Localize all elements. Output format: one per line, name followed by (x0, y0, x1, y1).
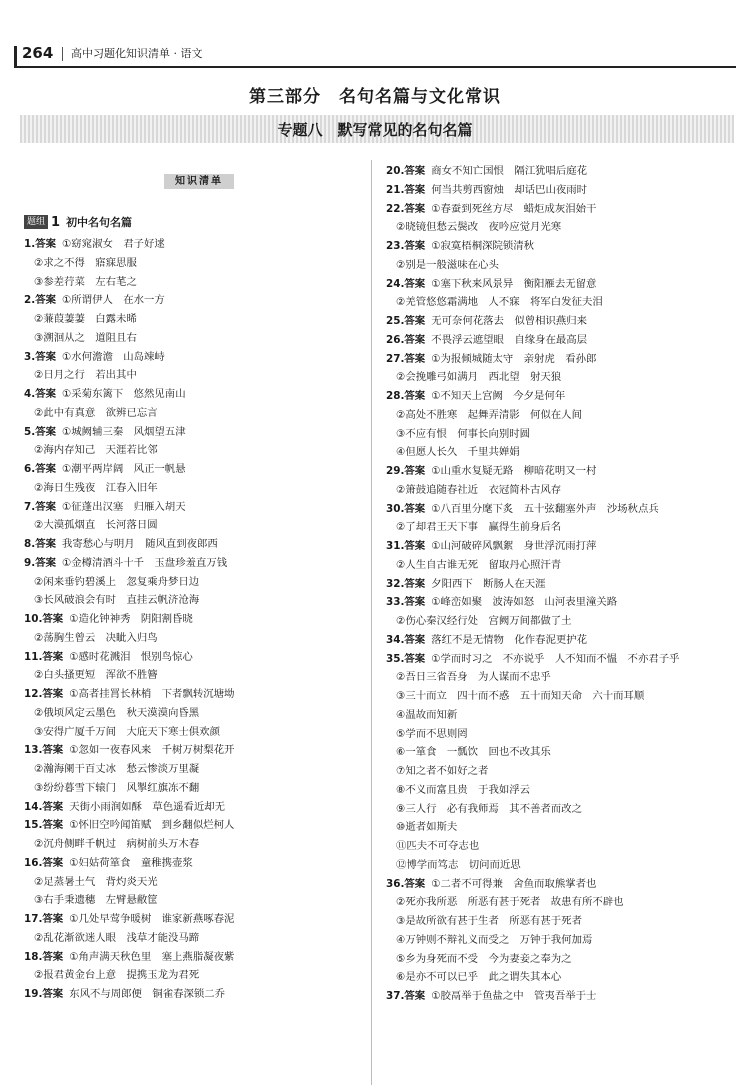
answer-line (24, 235, 364, 254)
answer-line (24, 985, 364, 1004)
item-number: 25. (386, 315, 405, 327)
answer-tag: 答案 (404, 183, 426, 196)
answer-line (386, 987, 738, 1006)
answer-text: ①妇姑荷箪食 童稚携壶浆 (69, 856, 193, 869)
answer-line (386, 818, 738, 837)
answer-text: ①感时花溅泪 恨别鸟惊心 (69, 650, 193, 663)
answer-tag: 答案 (42, 913, 64, 925)
answer-text: ③长风破浪会有时 直挂云帆济沧海 (34, 594, 200, 607)
answer-line (24, 816, 364, 835)
item-number: 17. (24, 913, 43, 925)
answer-line (386, 800, 738, 819)
answer-text: ①寂寞梧桐深院锁清秋 (431, 240, 535, 252)
answer-line (386, 162, 738, 181)
answer-line (386, 631, 738, 650)
answer-line (386, 743, 738, 762)
answer-text: ③不应有恨 何事长向别时圆 (396, 427, 531, 440)
answer-text: ①窈窕淑女 君子好逑 (61, 238, 165, 250)
header-bar (14, 46, 17, 66)
answer-line (24, 385, 364, 404)
answer-line (386, 368, 738, 387)
answer-line (386, 950, 738, 969)
item-number: 6. (24, 463, 36, 475)
item-number: 16. (24, 856, 43, 869)
answer-line (24, 835, 364, 854)
item-number: 13. (24, 744, 43, 757)
answer-text: 何当共剪西窗烛 却话巴山夜雨时 (431, 183, 588, 196)
answer-line (24, 723, 364, 742)
answer-line (386, 725, 738, 744)
answer-tag: 答案 (42, 800, 64, 813)
answer-text: ①城阙辅三秦 风烟望五津 (61, 425, 186, 438)
answer-text: ⑦知之者不如好之者 (396, 765, 489, 777)
answer-tag: 答案 (404, 165, 426, 177)
item-number: 3. (24, 350, 36, 363)
column-divider (371, 160, 372, 1085)
answer-text: ⑤乡为身死而不受 今为妻妾之奉为之 (396, 952, 572, 965)
answer-tag: 答案 (404, 333, 426, 346)
item-number: 15. (24, 819, 43, 832)
answer-line (24, 291, 364, 310)
answer-line (24, 273, 364, 292)
answer-text: ②会挽雕弓如满月 西北望 射天狼 (396, 371, 562, 384)
item-number: 14. (24, 800, 43, 813)
answer-line (24, 310, 364, 329)
answer-line (386, 443, 738, 462)
answer-tag: 答案 (42, 819, 64, 832)
answer-line (386, 968, 738, 987)
answer-text: 无可奈何花落去 似曾相识燕归来 (431, 315, 588, 327)
answer-line (386, 181, 738, 200)
answer-text: ①角声满天秋色里 塞上燕脂凝夜紫 (69, 950, 235, 963)
item-number: 26. (386, 333, 405, 346)
item-number: 24. (386, 277, 405, 290)
answer-text: ②俄顷风定云墨色 秋天漠漠向昏黑 (34, 706, 200, 719)
item-number: 11. (24, 650, 43, 663)
answer-line (386, 687, 738, 706)
answer-text: ②海日生残夜 江春入旧年 (34, 481, 158, 494)
answer-line (24, 348, 364, 367)
answer-text: ②伤心秦汉经行处 宫阙万间都做了土 (396, 615, 572, 627)
item-number: 30. (386, 502, 405, 515)
answer-text: ①峰峦如聚 波涛如怒 山河表里潼关路 (431, 596, 618, 609)
answer-text: ②海内存知己 天涯若比邻 (34, 444, 158, 457)
answer-text: ②乱花渐欲迷人眼 浅草才能没马蹄 (34, 931, 200, 944)
item-number: 35. (386, 652, 405, 665)
answer-text: ①为报倾城随太守 亲射虎 看孙郎 (431, 352, 597, 365)
answer-tag: 答案 (404, 240, 426, 252)
answer-line (386, 350, 738, 369)
answer-tag: 答案 (35, 388, 56, 400)
answer-tag: 答案 (404, 577, 426, 590)
answer-text: ②报君黄金台上意 提携玉龙为君死 (34, 969, 200, 982)
answer-tag: 答案 (42, 744, 64, 757)
answer-line (386, 481, 738, 500)
answer-text: ①金樽清酒斗十千 玉盘珍羞直万钱 (61, 556, 228, 569)
answer-line (24, 741, 364, 760)
answer-text: ⑫博学而笃志 切问而近思 (396, 858, 521, 871)
answer-tag: 答案 (35, 294, 56, 307)
answer-text: ①高者挂罥长林梢 下者飘转沉塘坳 (69, 688, 235, 700)
item-number: 22. (386, 202, 405, 215)
answer-line (386, 556, 738, 575)
group-name: 初中名句名篇 (66, 216, 133, 229)
answer-line (386, 518, 738, 537)
answer-line (24, 685, 364, 704)
knowledge-label: 知识清单 (164, 174, 234, 189)
item-number: 1. (24, 238, 36, 250)
answer-line (24, 610, 364, 629)
answer-text: ⑤学而不思则罔 (396, 727, 468, 740)
answer-line (24, 666, 364, 685)
answer-text: ②足蒸暑土气 背灼炎天光 (34, 875, 158, 888)
answer-line (386, 706, 738, 725)
group-number: 1 (51, 214, 61, 230)
answer-line (24, 798, 364, 817)
answer-line (386, 650, 738, 669)
answer-text: ②高处不胜寒 起舞弄清影 何似在人间 (396, 408, 582, 421)
item-number: 8. (24, 538, 36, 550)
answer-text: ②吾日三省吾身 为人谋而不忠乎 (396, 671, 551, 684)
answer-text: ②人生自古谁无死 留取丹心照汗青 (396, 558, 562, 571)
item-number: 20. (386, 165, 405, 177)
answer-tag: 答案 (35, 556, 56, 569)
answer-line (24, 929, 364, 948)
answer-line (386, 575, 738, 594)
answer-text: ②日月之行 若出其中 (34, 369, 137, 382)
answer-text: ③溯洄从之 道阻且右 (34, 331, 137, 344)
item-number: 2. (24, 294, 36, 307)
answer-text: ②了却君王天下事 赢得生前身后名 (396, 521, 562, 534)
item-number: 23. (386, 240, 405, 252)
answer-text: ①潮平两岸阔 风正一帆悬 (61, 463, 186, 475)
answer-line (24, 873, 364, 892)
answer-line (24, 554, 364, 573)
answer-line (24, 760, 364, 779)
answer-text: ②羌管悠悠霜满地 人不寐 将军白发征夫泪 (396, 296, 603, 309)
item-number: 7. (24, 500, 36, 513)
answer-tag: 答案 (42, 613, 64, 625)
answer-text: ①山重水复疑无路 柳暗花明又一村 (431, 465, 597, 477)
answer-tag: 答案 (404, 202, 426, 215)
answer-line (24, 648, 364, 667)
book-title: 高中习题化知识清单 · 语文 (62, 47, 203, 61)
answer-text: ④万钟则不辩礼义而受之 万钟于我何加焉 (396, 933, 593, 946)
answer-text: 商女不知亡国恨 隔江犹唱后庭花 (431, 165, 588, 177)
answer-tag: 答案 (35, 238, 56, 250)
answer-text: ①水何澹澹 山岛竦峙 (61, 350, 165, 363)
answer-text: ②沉舟侧畔千帆过 病树前头万木春 (34, 838, 200, 850)
item-number: 10. (24, 613, 43, 625)
answer-text: ①胶鬲举于鱼盐之中 管夷吾举于士 (431, 990, 597, 1002)
item-number: 31. (386, 540, 405, 552)
answer-text: ②大漠孤烟直 长河落日圆 (34, 519, 158, 532)
answer-line (386, 893, 738, 912)
item-number: 32. (386, 577, 405, 590)
answer-tag: 答案 (42, 988, 64, 1000)
answer-text: ①征蓬出汉塞 归雁入胡天 (61, 500, 186, 513)
answer-text: ②瀚海阑干百丈冰 愁云惨淡万里凝 (34, 763, 200, 775)
answer-line (386, 237, 738, 256)
answer-line (386, 387, 738, 406)
answer-text: ②死亦我所恶 所恶有甚于死者 故患有所不辟也 (396, 896, 624, 909)
answer-tag: 答案 (42, 650, 64, 663)
answer-line (386, 312, 738, 331)
answer-line (24, 704, 364, 723)
right-column (386, 162, 738, 1006)
answer-text: ④温故而知新 (396, 708, 458, 721)
answer-text: ③纷纷暮雪下辕门 风掣红旗冻不翻 (34, 781, 200, 794)
answer-tag: 答案 (404, 352, 426, 365)
item-number: 4. (24, 388, 36, 400)
answer-text: ②求之不得 寤寐思服 (34, 256, 137, 269)
answer-text: ①山河破碎风飘絮 身世浮沉雨打萍 (431, 540, 597, 552)
item-number: 37. (386, 990, 405, 1002)
answer-line (24, 966, 364, 985)
answer-tag: 答案 (404, 652, 426, 665)
answer-line (386, 256, 738, 275)
answer-text: ①不知天上宫阙 今夕是何年 (431, 390, 566, 402)
answer-line (24, 329, 364, 348)
answer-tag: 答案 (404, 502, 426, 515)
answer-line (24, 479, 364, 498)
answer-line (24, 573, 364, 592)
item-number: 21. (386, 183, 405, 196)
answer-text: ③右手秉遗穗 左臂悬敝筐 (34, 894, 158, 907)
answer-line (386, 593, 738, 612)
answer-text: ③参差荇菜 左右芼之 (34, 275, 137, 288)
answer-text: ②闲来垂钓碧溪上 忽复乘舟梦日边 (34, 575, 200, 588)
answer-line (386, 425, 738, 444)
answer-line (386, 462, 738, 481)
answer-tag: 答案 (404, 540, 426, 552)
left-column (24, 235, 364, 1004)
answer-tag: 答案 (404, 390, 426, 402)
answer-text: ①八百里分麾下炙 五十弦翻塞外声 沙场秋点兵 (431, 502, 659, 515)
answer-text: ①学而时习之 不亦说乎 人不知而不愠 不亦君子乎 (431, 652, 680, 665)
answer-text: ⑪匹夫不可夺志也 (396, 840, 480, 852)
answer-line (386, 537, 738, 556)
answer-line (386, 406, 738, 425)
answer-tag: 答案 (35, 500, 56, 513)
answer-text: ②荡胸生曾云 决眦入归鸟 (34, 631, 158, 644)
item-number: 5. (24, 425, 36, 438)
answer-line (386, 837, 738, 856)
group-badge: 题组 (24, 215, 48, 229)
answer-tag: 答案 (404, 596, 426, 609)
answer-line (24, 441, 364, 460)
answer-text: ③是故所欲有甚于生者 所恶有甚于死者 (396, 915, 582, 927)
answer-text: ①二者不可得兼 舍鱼而取熊掌者也 (431, 877, 597, 890)
item-number: 12. (24, 688, 43, 700)
answer-line (386, 218, 738, 237)
item-number: 9. (24, 556, 36, 569)
answer-line (386, 762, 738, 781)
answer-text: ⑧不义而富且贵 于我如浮云 (396, 783, 531, 796)
answer-line (386, 331, 738, 350)
answer-line (386, 275, 738, 294)
item-number: 28. (386, 390, 405, 402)
answer-line (386, 200, 738, 219)
answer-tag: 答案 (404, 633, 426, 646)
page-header (14, 40, 736, 68)
item-number: 33. (386, 596, 405, 609)
answer-text: 不畏浮云遮望眼 自缘身在最高层 (431, 333, 588, 346)
answer-text: ①塞下秋来风景异 衡阳雁去无留意 (431, 277, 597, 290)
answer-line (386, 781, 738, 800)
item-number: 34. (386, 633, 405, 646)
answer-text: ④但愿人长久 千里共婵娟 (396, 446, 520, 459)
answer-line (386, 856, 738, 875)
answer-tag: 答案 (35, 425, 56, 438)
answer-tag: 答案 (404, 990, 426, 1002)
answer-text: ②箫鼓追随春社近 衣冠简朴古风存 (396, 483, 562, 496)
answer-line (386, 500, 738, 519)
answer-line (24, 948, 364, 967)
answer-tag: 答案 (35, 538, 56, 550)
answer-line (24, 779, 364, 798)
answer-line (24, 366, 364, 385)
answer-tag: 答案 (35, 350, 56, 363)
answer-line (24, 404, 364, 423)
page-number: 264 (22, 44, 54, 62)
answer-line (24, 535, 364, 554)
answer-line (24, 910, 364, 929)
answer-text: ①造化钟神秀 阴阳割昏晓 (69, 613, 193, 625)
answer-tag: 答案 (35, 463, 56, 475)
answer-text: 夕阳西下 断肠人在天涯 (431, 577, 546, 590)
answer-line (24, 629, 364, 648)
answer-tag: 答案 (42, 856, 64, 869)
answer-line (24, 460, 364, 479)
item-number: 27. (386, 352, 405, 365)
item-number: 36. (386, 877, 405, 890)
answer-line (24, 591, 364, 610)
answer-line (24, 854, 364, 873)
answer-text: ②白头搔更短 浑欲不胜簪 (34, 669, 158, 682)
answer-line (386, 668, 738, 687)
answer-text: 天街小雨润如酥 草色遥看近却无 (69, 800, 226, 813)
answer-line (386, 612, 738, 631)
answer-tag: 答案 (42, 688, 64, 700)
answer-tag: 答案 (404, 277, 426, 290)
answer-text: ①春蚕到死丝方尽 蜡炬成灰泪始干 (431, 202, 597, 215)
answer-text: ⑥一箪食 一瓢饮 回也不改其乐 (396, 746, 551, 759)
answer-text: ③三十而立 四十而不惑 五十而知天命 六十而耳顺 (396, 690, 645, 702)
answer-tag: 答案 (404, 315, 426, 327)
answer-text: ⑨三人行 必有我师焉 其不善者而改之 (396, 802, 582, 815)
answer-line (386, 912, 738, 931)
answer-text: ①采菊东篱下 悠然见南山 (61, 388, 186, 400)
answer-line (386, 875, 738, 894)
topic-title: 专题八 默写常见的名句名篇 (277, 121, 473, 139)
answer-line (24, 254, 364, 273)
answer-text: ①忽如一夜春风来 千树万树梨花开 (69, 744, 235, 757)
answer-line (386, 293, 738, 312)
answer-line (24, 516, 364, 535)
answer-text: ②蒹葭萋萋 白露未晞 (34, 313, 137, 325)
answer-text: ②别是一般滋味在心头 (396, 258, 499, 271)
answer-line (24, 891, 364, 910)
answer-text: ②晓镜但愁云鬓改 夜吟应觉月光寒 (396, 221, 562, 234)
answer-text: 东风不与周郎便 铜雀春深锁二乔 (69, 988, 226, 1000)
answer-tag: 答案 (42, 950, 64, 963)
answer-text: ⑥是亦不可以已乎 此之谓失其本心 (396, 971, 562, 984)
answer-text: ①几处早莺争暖树 谁家新燕啄春泥 (69, 913, 235, 925)
group-heading (24, 214, 132, 230)
answer-line (386, 931, 738, 950)
item-number: 19. (24, 988, 43, 1000)
answer-line (24, 498, 364, 517)
answer-line (24, 423, 364, 442)
item-number: 29. (386, 465, 405, 477)
answer-text: 我寄愁心与明月 随风直到夜郎西 (61, 538, 218, 550)
answer-text: ①怀旧空吟闻笛赋 到乡翻似烂柯人 (69, 819, 235, 832)
answer-tag: 答案 (404, 465, 426, 477)
part-title: 第三部分 名句名篇与文化常识 (249, 87, 501, 107)
answer-tag: 答案 (404, 877, 426, 890)
item-number: 18. (24, 950, 43, 963)
answer-text: ②此中有真意 欲辨已忘言 (34, 406, 158, 419)
answer-text: ⑩逝者如斯夫 (396, 821, 458, 834)
answer-text: ③安得广厦千万间 大庇天下寒士俱欢颜 (34, 725, 220, 738)
answer-text: 落红不是无情物 化作春泥更护花 (431, 633, 588, 646)
answer-text: ①所谓伊人 在水一方 (61, 294, 165, 307)
